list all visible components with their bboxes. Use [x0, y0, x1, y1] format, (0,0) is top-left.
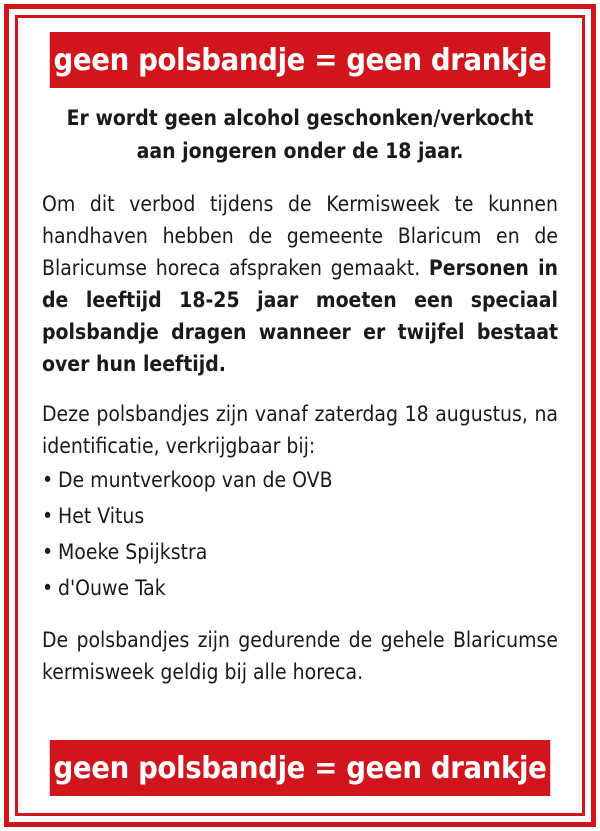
- notice-content: [42, 102, 558, 706]
- bottom-banner: geen polsbandje = geen drankje: [50, 740, 550, 796]
- location-name: De muntverkoop van de OVB: [58, 468, 333, 492]
- top-banner: geen polsbandje = geen drankje: [50, 32, 550, 88]
- list-item: [42, 462, 558, 498]
- paragraph-agreement-bold: Personen in de leeftijd 18-25 jaar moeten een speciaal polsbandje dragen wanneer er twijfel bestaat over hun leeftijd.: [42, 256, 559, 376]
- lead-line-1: Er wordt geen alcohol geschonken/verkocht: [66, 106, 534, 130]
- location-name: d'Ouwe Tak: [58, 576, 166, 600]
- lead-line-2: aan jongeren onder de 18 jaar.: [136, 139, 464, 163]
- location-name: Het Vitus: [58, 504, 145, 528]
- list-item: [42, 570, 558, 606]
- bullet-icon: •: [42, 504, 54, 528]
- list-item: [42, 534, 558, 570]
- paragraph-agreement: [42, 188, 558, 380]
- location-list: [42, 462, 558, 606]
- paragraph-validity: De polsbandjes zijn gedurende de gehele Blaricumse kermisweek geldig bij alle horeca.: [42, 628, 558, 684]
- lead-heading: [42, 102, 558, 168]
- bullet-icon: •: [42, 540, 54, 564]
- list-item: [42, 498, 558, 534]
- paragraph-availability: Deze polsbandjes zijn vanaf zaterdag 18 augustus, na identificatie, verkrijgbaar bij:: [42, 402, 558, 458]
- location-name: Moeke Spijkstra: [58, 540, 208, 564]
- paragraph-agreement-text: Om dit verbod tijdens de Kermisweek te kunnen handhaven hebben de gemeente Blaricum en de Blaricumse horeca afspraken gemaakt.: [42, 192, 558, 280]
- bullet-icon: •: [42, 576, 54, 600]
- bullet-icon: •: [42, 468, 54, 492]
